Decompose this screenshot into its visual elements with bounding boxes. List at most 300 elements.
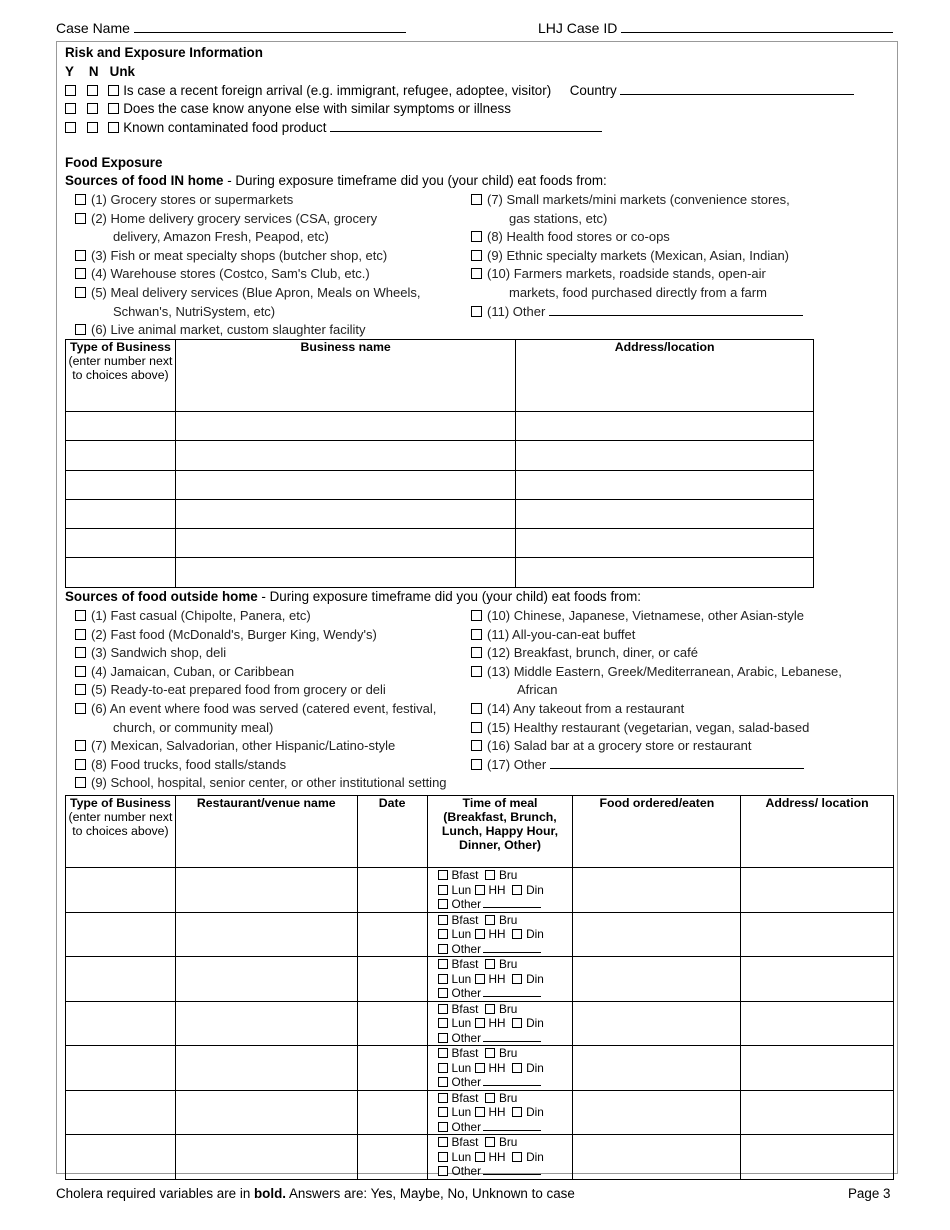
- t2-type-bold: Type of Business: [69, 796, 171, 810]
- option-checkbox[interactable]: [75, 684, 86, 695]
- lun-label: Lun: [451, 1105, 472, 1119]
- option-item: [471, 191, 790, 209]
- bfast-checkbox[interactable]: [438, 915, 448, 925]
- business-name-cell[interactable]: [175, 499, 515, 528]
- bfast-checkbox[interactable]: [438, 1093, 448, 1103]
- bru-checkbox[interactable]: [485, 915, 495, 925]
- other-checkbox[interactable]: [438, 1033, 448, 1043]
- address-cell[interactable]: [741, 1090, 894, 1135]
- bfast-checkbox[interactable]: [438, 959, 448, 969]
- option-checkbox[interactable]: [471, 740, 482, 751]
- option-item: [75, 265, 370, 283]
- lun-checkbox[interactable]: [438, 1152, 448, 1162]
- other-meal-input[interactable]: [483, 952, 541, 953]
- lun-checkbox[interactable]: [438, 885, 448, 895]
- table-row: [66, 1135, 894, 1180]
- din-label: Din: [526, 1105, 544, 1119]
- q1-no-checkbox[interactable]: [87, 85, 98, 96]
- meal-time-cell: [427, 1001, 573, 1046]
- hh-checkbox[interactable]: [475, 929, 485, 939]
- date-cell[interactable]: [357, 1046, 427, 1091]
- type-cell[interactable]: [66, 441, 176, 470]
- option-item: [471, 663, 842, 681]
- q3-yes-checkbox[interactable]: [65, 122, 76, 133]
- footer-note-suffix: Answers are: Yes, Maybe, No, Unknown to case: [285, 1186, 575, 1201]
- option-item: [471, 737, 751, 755]
- q2-unk-checkbox[interactable]: [108, 103, 119, 114]
- option-item: [471, 228, 670, 246]
- option-item-continued: [113, 719, 273, 737]
- other-checkbox[interactable]: [438, 1077, 448, 1087]
- bru-checkbox[interactable]: [485, 1137, 495, 1147]
- bru-checkbox[interactable]: [485, 870, 495, 880]
- meal-time-cell: [427, 1135, 573, 1180]
- option-checkbox[interactable]: [75, 287, 86, 298]
- bru-checkbox[interactable]: [485, 1004, 495, 1014]
- other-label: Other: [451, 1119, 482, 1134]
- food-eaten-cell[interactable]: [573, 1090, 741, 1135]
- bfast-label: Bfast: [451, 1001, 479, 1016]
- q1-yes-checkbox[interactable]: [65, 85, 76, 96]
- q3-unk-checkbox[interactable]: [108, 122, 119, 133]
- table-row: [66, 412, 814, 441]
- option-label: (13) Middle Eastern, Greek/Mediterranean, Arabic, Lebanese,: [487, 663, 842, 679]
- bfast-label: Bfast: [451, 957, 479, 971]
- option-label: (1) Fast casual (Chipolte, Panera, etc): [91, 608, 311, 623]
- option-checkbox[interactable]: [75, 250, 86, 261]
- din-checkbox[interactable]: [512, 929, 522, 939]
- option-item: [471, 265, 766, 283]
- lun-checkbox[interactable]: [438, 929, 448, 939]
- option-item-continued: [113, 303, 275, 321]
- option-label: (6) Live animal market, custom slaughter facility: [91, 322, 366, 338]
- t1-type-header: [66, 340, 176, 412]
- hh-checkbox[interactable]: [475, 974, 485, 984]
- other-checkbox[interactable]: [438, 944, 448, 954]
- option-checkbox[interactable]: [75, 740, 86, 751]
- bfast-label: Bfast: [451, 1090, 479, 1105]
- din-checkbox[interactable]: [512, 1107, 522, 1117]
- t1-type-note: (enter number next to choices above): [68, 354, 173, 382]
- other-specify-input[interactable]: [549, 315, 803, 316]
- lun-label: Lun: [451, 927, 472, 941]
- food-eaten-cell[interactable]: [573, 912, 741, 957]
- type-cell[interactable]: [66, 558, 176, 587]
- risk-q3-row: [65, 119, 602, 137]
- option-label: (2) Fast food (McDonald's, Burger King, Wendy's): [91, 626, 377, 642]
- venue-name-cell[interactable]: [175, 1001, 357, 1046]
- type-cell[interactable]: [66, 1135, 176, 1180]
- outside-restaurant-table: [65, 795, 894, 1180]
- bfast-checkbox[interactable]: [438, 1004, 448, 1014]
- date-cell[interactable]: [357, 957, 427, 1002]
- option-label: (6) An event where food was served (catered event, festival,: [91, 701, 437, 716]
- outside-heading-rest: - During exposure timeframe did you (your child) eat foods from:: [257, 589, 641, 604]
- meal-time-cell: [427, 957, 573, 1002]
- risk-q2-row: [65, 100, 511, 118]
- other-label: Other: [451, 1164, 482, 1178]
- option-item-continued: [113, 228, 329, 246]
- address-cell[interactable]: [516, 441, 814, 470]
- business-name-cell[interactable]: [175, 558, 515, 587]
- country-input[interactable]: [620, 94, 854, 95]
- address-cell[interactable]: [516, 412, 814, 441]
- address-cell[interactable]: [741, 1135, 894, 1180]
- hh-checkbox[interactable]: [475, 1018, 485, 1028]
- bru-label: Bru: [499, 1001, 518, 1016]
- option-item: [75, 210, 377, 228]
- other-checkbox[interactable]: [438, 1122, 448, 1132]
- food-exposure-title: Food Exposure: [65, 155, 163, 170]
- footer-note-prefix: Cholera required variables are in: [56, 1186, 254, 1201]
- din-label: Din: [526, 1060, 544, 1075]
- type-cell[interactable]: [66, 957, 176, 1002]
- t2-address-header: Address/ location: [741, 796, 894, 868]
- option-label: (3) Sandwich shop, deli: [91, 645, 227, 661]
- t1-name-header: Business name: [175, 340, 515, 412]
- hh-checkbox[interactable]: [475, 1063, 485, 1073]
- option-checkbox[interactable]: [471, 268, 482, 279]
- hh-label: HH: [488, 1016, 506, 1030]
- option-checkbox[interactable]: [471, 231, 482, 242]
- option-label: (4) Jamaican, Cuban, or Caribbean: [91, 663, 295, 679]
- option-item: [471, 303, 803, 321]
- table-row: [66, 441, 814, 470]
- option-checkbox[interactable]: [471, 194, 482, 205]
- t2-time-header: Time of meal (Breakfast, Brunch, Lunch, Happy Hour, Dinner, Other): [427, 796, 573, 868]
- country-label: Country: [569, 83, 617, 98]
- address-cell[interactable]: [516, 499, 814, 528]
- type-cell[interactable]: [66, 470, 176, 499]
- hh-checkbox[interactable]: [475, 1152, 485, 1162]
- option-item: [471, 247, 789, 265]
- option-checkbox[interactable]: [471, 250, 482, 261]
- din-label: Din: [526, 927, 544, 941]
- type-cell[interactable]: [66, 499, 176, 528]
- other-label: Other: [451, 941, 482, 956]
- other-meal-input[interactable]: [483, 1085, 541, 1086]
- din-label: Din: [526, 882, 544, 897]
- q3-no-checkbox[interactable]: [87, 122, 98, 133]
- option-label: markets, food purchased directly from a farm: [509, 285, 767, 300]
- lun-checkbox[interactable]: [438, 1018, 448, 1028]
- din-label: Din: [526, 971, 544, 986]
- option-checkbox[interactable]: [471, 703, 482, 714]
- option-label: (7) Mexican, Salvadorian, other Hispanic/Latino-style: [91, 738, 396, 754]
- lhj-case-id-row: [538, 20, 893, 36]
- date-cell[interactable]: [357, 868, 427, 913]
- business-name-cell[interactable]: [175, 470, 515, 499]
- date-cell[interactable]: [357, 1001, 427, 1046]
- bfast-checkbox[interactable]: [438, 1137, 448, 1147]
- option-checkbox[interactable]: [471, 647, 482, 658]
- food-eaten-cell[interactable]: [573, 957, 741, 1002]
- other-meal-input[interactable]: [483, 907, 541, 908]
- meal-time-cell: [427, 1046, 573, 1091]
- outside-heading: [65, 588, 641, 606]
- address-cell[interactable]: [741, 912, 894, 957]
- other-meal-input[interactable]: [483, 1130, 541, 1131]
- option-label: (16) Salad bar at a grocery store or restaurant: [487, 738, 752, 754]
- option-checkbox[interactable]: [75, 268, 86, 279]
- bru-label: Bru: [499, 957, 518, 971]
- din-checkbox[interactable]: [512, 974, 522, 984]
- din-checkbox[interactable]: [512, 885, 522, 895]
- q2-no-checkbox[interactable]: [87, 103, 98, 114]
- option-checkbox[interactable]: [471, 629, 482, 640]
- lun-checkbox[interactable]: [438, 1063, 448, 1073]
- other-specify-input[interactable]: [550, 768, 804, 769]
- address-cell[interactable]: [516, 529, 814, 558]
- business-name-cell[interactable]: [175, 412, 515, 441]
- food-eaten-cell[interactable]: [573, 1135, 741, 1180]
- option-item: [75, 321, 366, 339]
- hh-label: HH: [488, 1105, 506, 1119]
- t2-food-header: Food ordered/eaten: [573, 796, 741, 868]
- case-name-label-row: [56, 20, 406, 36]
- option-item: [471, 756, 804, 774]
- din-checkbox[interactable]: [512, 1152, 522, 1162]
- option-item: [471, 644, 698, 662]
- option-checkbox[interactable]: [75, 777, 86, 788]
- option-item: [471, 626, 635, 644]
- page-number: Page 3: [848, 1186, 891, 1201]
- type-cell[interactable]: [66, 412, 176, 441]
- type-cell[interactable]: [66, 912, 176, 957]
- bru-checkbox[interactable]: [485, 959, 495, 969]
- lun-label: Lun: [451, 882, 472, 897]
- option-item: [471, 607, 804, 625]
- lun-label: Lun: [451, 1060, 472, 1075]
- other-meal-input[interactable]: [483, 996, 541, 997]
- option-label: (3) Fish or meat specialty shops (butcher shop, etc): [91, 247, 388, 263]
- option-checkbox[interactable]: [75, 213, 86, 224]
- t2-date-header: Date: [357, 796, 427, 868]
- type-cell[interactable]: [66, 1090, 176, 1135]
- option-item: [75, 663, 294, 681]
- venue-name-cell[interactable]: [175, 1135, 357, 1180]
- type-cell[interactable]: [66, 868, 176, 913]
- option-checkbox[interactable]: [75, 703, 86, 714]
- option-checkbox[interactable]: [75, 629, 86, 640]
- table-row: [66, 868, 894, 913]
- col-unk: Unk: [109, 64, 135, 79]
- contaminated-product-input[interactable]: [330, 131, 602, 132]
- option-item-continued: [509, 210, 607, 228]
- option-item: [471, 700, 684, 718]
- case-name-label: Case Name: [56, 20, 130, 36]
- outside-heading-bold: Sources of food outside home: [65, 589, 258, 604]
- option-label: (10) Farmers markets, roadside stands, open-air: [487, 266, 766, 282]
- bfast-checkbox[interactable]: [438, 1048, 448, 1058]
- option-checkbox[interactable]: [75, 666, 86, 677]
- option-checkbox[interactable]: [471, 666, 482, 677]
- option-checkbox[interactable]: [471, 610, 482, 621]
- col-n: N: [88, 64, 99, 79]
- in-home-heading-bold: Sources of food IN home: [65, 173, 224, 188]
- t2-type-note: (enter number next to choices above): [68, 810, 173, 838]
- option-item-continued: [517, 681, 557, 699]
- din-checkbox[interactable]: [512, 1063, 522, 1073]
- lhj-case-id-input[interactable]: [621, 32, 893, 33]
- option-checkbox[interactable]: [471, 759, 482, 770]
- other-meal-input[interactable]: [483, 1041, 541, 1042]
- option-label: (14) Any takeout from a restaurant: [487, 701, 685, 716]
- bru-label: Bru: [499, 1046, 518, 1060]
- option-checkbox[interactable]: [75, 759, 86, 770]
- option-label: (8) Health food stores or co-ops: [487, 229, 670, 245]
- t2-type-header: [66, 796, 176, 868]
- type-cell[interactable]: [66, 1046, 176, 1091]
- option-label: delivery, Amazon Fresh, Peapod, etc): [113, 229, 329, 245]
- option-item: [75, 681, 386, 699]
- date-cell[interactable]: [357, 1090, 427, 1135]
- bru-label: Bru: [499, 1135, 518, 1149]
- type-cell[interactable]: [66, 1001, 176, 1046]
- hh-label: HH: [488, 1060, 506, 1075]
- table-row: [66, 957, 894, 1002]
- hh-label: HH: [488, 927, 506, 941]
- table-row: [66, 1001, 894, 1046]
- meal-time-cell: [427, 868, 573, 913]
- option-label: (5) Ready-to-eat prepared food from grocery or deli: [91, 682, 386, 698]
- in-home-business-table: [65, 339, 814, 588]
- bru-checkbox[interactable]: [485, 1093, 495, 1103]
- bfast-label: Bfast: [451, 868, 479, 882]
- option-label: gas stations, etc): [509, 210, 608, 226]
- din-label: Din: [526, 1149, 544, 1164]
- option-label: (8) Food trucks, food stalls/stands: [91, 756, 287, 772]
- option-label: (5) Meal delivery services (Blue Apron, Meals on Wheels,: [91, 285, 421, 300]
- option-label: African: [517, 682, 558, 698]
- option-item: [75, 756, 286, 774]
- option-label: (2) Home delivery grocery services (CSA, grocery: [91, 210, 378, 226]
- food-eaten-cell[interactable]: [573, 1046, 741, 1091]
- other-label: Other: [451, 986, 482, 1000]
- hh-label: HH: [488, 971, 506, 986]
- risk-q1-row: [65, 82, 854, 100]
- bru-checkbox[interactable]: [485, 1048, 495, 1058]
- table-row: [66, 912, 894, 957]
- bfast-label: Bfast: [451, 912, 479, 927]
- option-checkbox[interactable]: [75, 194, 86, 205]
- option-checkbox[interactable]: [471, 306, 482, 317]
- option-checkbox[interactable]: [75, 647, 86, 658]
- t2-venue-header: Restaurant/venue name: [175, 796, 357, 868]
- venue-name-cell[interactable]: [175, 868, 357, 913]
- option-checkbox[interactable]: [75, 610, 86, 621]
- din-checkbox[interactable]: [512, 1018, 522, 1028]
- table-row: [66, 499, 814, 528]
- din-label: Din: [526, 1016, 544, 1030]
- address-cell[interactable]: [741, 1001, 894, 1046]
- lun-label: Lun: [451, 1149, 472, 1164]
- option-item: [75, 247, 387, 265]
- lun-label: Lun: [451, 1016, 472, 1030]
- option-item: [75, 700, 436, 718]
- option-item: [75, 191, 293, 209]
- option-label: (12) Breakfast, brunch, diner, or café: [487, 645, 698, 661]
- other-label: Other: [451, 897, 482, 911]
- q2-yes-checkbox[interactable]: [65, 103, 76, 114]
- option-item: [75, 737, 395, 755]
- venue-name-cell[interactable]: [175, 1046, 357, 1091]
- option-checkbox[interactable]: [471, 722, 482, 733]
- footer-note: [56, 1186, 575, 1201]
- lun-checkbox[interactable]: [438, 1107, 448, 1117]
- bru-label: Bru: [499, 912, 518, 927]
- table-row: [66, 1046, 894, 1091]
- option-item: [75, 644, 226, 662]
- option-label: (15) Healthy restaurant (vegetarian, vegan, salad-based: [487, 719, 810, 735]
- address-cell[interactable]: [741, 1046, 894, 1091]
- bfast-label: Bfast: [451, 1135, 479, 1149]
- option-item: [75, 626, 377, 644]
- case-name-input[interactable]: [134, 32, 406, 33]
- other-checkbox[interactable]: [438, 988, 448, 998]
- bfast-checkbox[interactable]: [438, 870, 448, 880]
- t1-type-bold: Type of Business: [69, 340, 171, 354]
- date-cell[interactable]: [357, 912, 427, 957]
- hh-checkbox[interactable]: [475, 1107, 485, 1117]
- ynu-header: [65, 63, 135, 81]
- food-eaten-cell[interactable]: [573, 1001, 741, 1046]
- address-cell[interactable]: [516, 558, 814, 587]
- business-name-cell[interactable]: [175, 529, 515, 558]
- option-item: [471, 719, 809, 737]
- meal-time-cell: [427, 1090, 573, 1135]
- option-label: (1) Grocery stores or supermarkets: [91, 192, 294, 207]
- hh-label: HH: [488, 1149, 506, 1164]
- address-cell[interactable]: [741, 868, 894, 913]
- address-cell[interactable]: [516, 470, 814, 499]
- type-cell[interactable]: [66, 529, 176, 558]
- other-checkbox[interactable]: [438, 899, 448, 909]
- option-label: (7) Small markets/mini markets (convenience stores,: [487, 192, 790, 207]
- date-cell[interactable]: [357, 1135, 427, 1180]
- q2-text: Does the case know anyone else with similar symptoms or illness: [123, 101, 511, 116]
- other-meal-input[interactable]: [483, 1174, 541, 1175]
- option-item: [75, 284, 420, 302]
- other-checkbox[interactable]: [438, 1166, 448, 1176]
- q1-unk-checkbox[interactable]: [108, 85, 119, 96]
- in-home-heading-rest: - During exposure timeframe did you (your child) eat foods from:: [223, 173, 607, 188]
- venue-name-cell[interactable]: [175, 912, 357, 957]
- bfast-label: Bfast: [451, 1046, 479, 1060]
- lun-checkbox[interactable]: [438, 974, 448, 984]
- option-item: [75, 774, 447, 792]
- option-label: (11) Other: [487, 303, 546, 319]
- venue-name-cell[interactable]: [175, 1090, 357, 1135]
- bru-label: Bru: [499, 868, 518, 882]
- address-cell[interactable]: [741, 957, 894, 1002]
- table-row: [66, 529, 814, 558]
- option-label: (11) All-you-can-eat buffet: [487, 626, 636, 642]
- venue-name-cell[interactable]: [175, 957, 357, 1002]
- option-label: church, or community meal): [113, 719, 274, 735]
- option-label: Schwan's, NutriSystem, etc): [113, 303, 276, 319]
- in-home-heading: [65, 172, 607, 190]
- option-item-continued: [509, 284, 767, 302]
- risk-title: Risk and Exposure Information: [65, 45, 263, 60]
- hh-checkbox[interactable]: [475, 885, 485, 895]
- food-eaten-cell[interactable]: [573, 868, 741, 913]
- hh-label: HH: [488, 882, 506, 897]
- lun-label: Lun: [451, 971, 472, 986]
- business-name-cell[interactable]: [175, 441, 515, 470]
- bru-label: Bru: [499, 1090, 518, 1105]
- option-checkbox[interactable]: [75, 324, 86, 335]
